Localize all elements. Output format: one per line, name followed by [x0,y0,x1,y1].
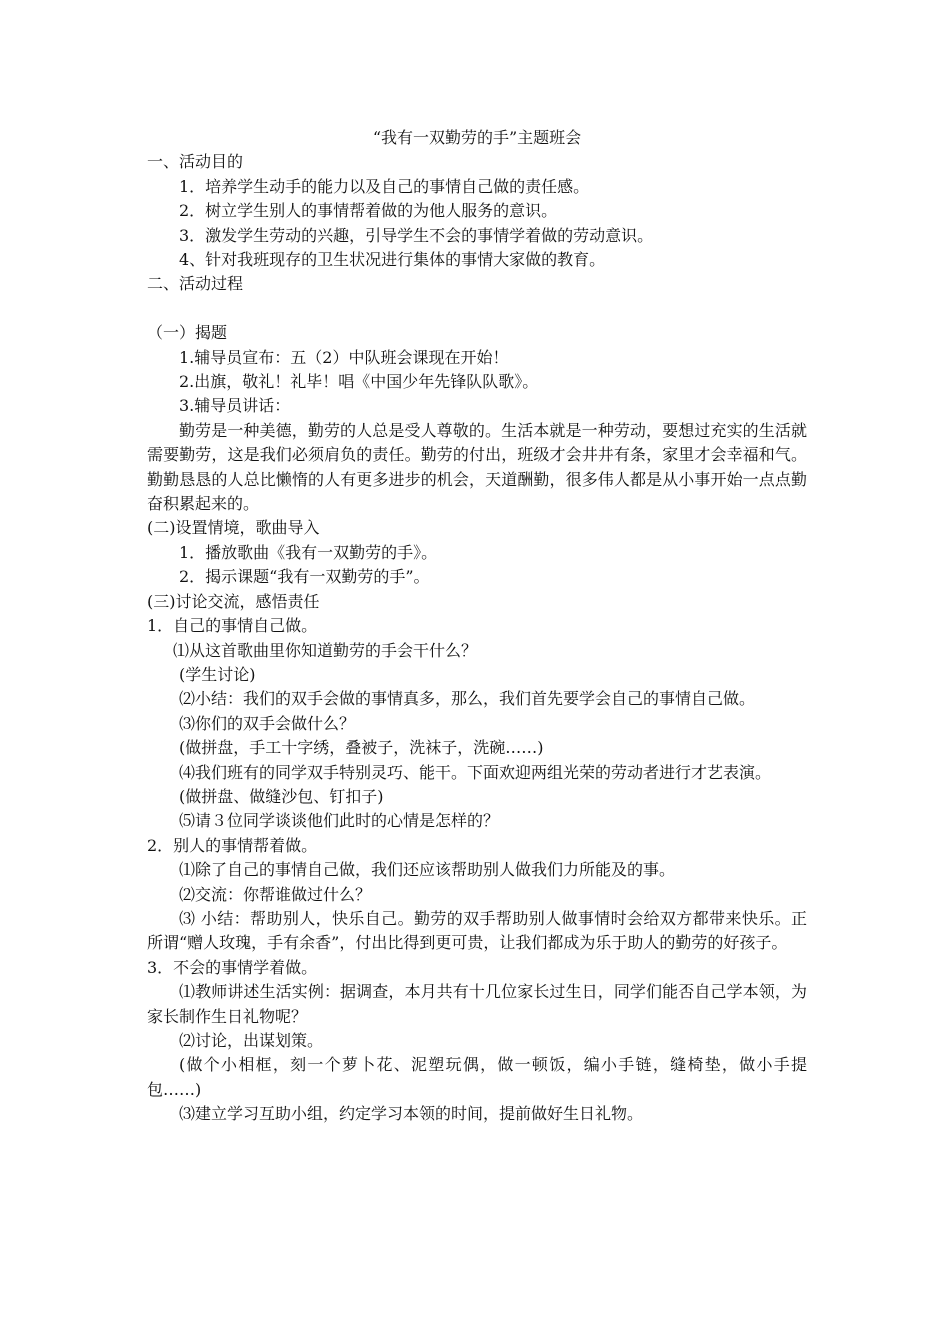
part2-heading: (二)设置情境，歌曲导入 [147,518,320,538]
document-body [147,126,807,1127]
blank-line [147,297,807,321]
sub2-heading: 2．别人的事情帮着做。 [147,835,318,855]
sub1-q5: ⑸请３位同学谈谈他们此时的心情是怎样的？ [179,811,500,831]
sub2-q3: ⑶ 小结：帮助别人，快乐自己。勤劳的双手帮助别人做事情时会给双方都带来快乐。正所谓“赠人玫瑰，手有余香”，付出比得到更可贵，让我们都成为乐于助人的勤劳的好孩子。 [147,908,807,953]
part1-item-1: 1.辅导员宣布：五（2）中队班会课现在开始！ [179,347,509,367]
part1-item-2: 2.出旗，敬礼！礼毕！唱《中国少年先锋队队歌》。 [179,372,539,392]
sub3-heading: 3．不会的事情学着做。 [147,957,318,977]
purpose-item-2: 2．树立学生别人的事情帮着做的为他人服务的意识。 [179,201,558,221]
section-heading-process: 二、活动过程 [147,274,244,294]
sub1-q4: ⑷我们班有的同学双手特别灵巧、能干。下面欢迎两组光荣的劳动者进行才艺表演。 [179,762,772,782]
purpose-item-4: 4、针对我班现存的卫生状况进行集体的事情大家做的教育。 [179,250,606,270]
sub3-q2: ⑵讨论，出谋划策。 [179,1031,324,1051]
section-heading-purpose: 一、活动目的 [147,152,244,172]
sub1-heading: 1．自己的事情自己做。 [147,616,318,636]
sub1-q4-note: (做拼盘、做缝沙包、钉扣子) [179,786,384,806]
sub2-q2: ⑵交流：你帮谁做过什么？ [179,884,372,904]
sub1-q3: ⑶你们的双手会做什么？ [179,713,356,733]
sub1-q2: ⑵小结：我们的双手会做的事情真多，那么，我们首先要学会自己的事情自己做。 [179,689,756,709]
part2-item-1: 1．播放歌曲《我有一双勤劳的手》。 [179,542,438,562]
sub3-q3: ⑶建立学习互助小组，约定学习本领的时间，提前做好生日礼物。 [179,1104,644,1124]
part1-heading: （一）揭题 [147,323,228,343]
sub1-q3-note: (做拼盘，手工十字绣，叠被子，洗袜子，洗碗……) [179,738,544,758]
sub1-q1: ⑴从这首歌曲里你知道勤劳的手会干什么？ [173,640,478,660]
sub1-q1-note: (学生讨论) [179,664,256,684]
purpose-item-1: 1．培养学生动手的能力以及自己的事情自己做的责任感。 [179,176,590,196]
part1-speech: 勤劳是一种美德，勤劳的人总是受人尊敬的。生活本就是一种劳动，要想过充实的生活就需要勤劳，这是我们必须肩负的责任。勤劳的付出，班级才会井井有条，家里才会幸福和气。勤勤恳恳的人总比懒惰的人有更多进步的机会，天道酬勤，很多伟人都是从小事开始一点点勤奋积累起来的。 [147,420,807,514]
purpose-item-3: 3．激发学生劳动的兴趣，引导学生不会的事情学着做的劳动意识。 [179,225,654,245]
sub3-q2-note: (做个小相框，刻一个萝卜花、泥塑玩偶，做一顿饭，编小手链，缝椅垫，做小手提包……) [147,1055,807,1099]
part2-item-2: 2．揭示课题“我有一双勤劳的手”。 [179,567,430,587]
sub2-q1: ⑴除了自己的事情自己做，我们还应该帮助别人做我们力所能及的事。 [179,860,676,880]
part1-item-3: 3.辅导员讲话： [179,396,291,416]
part3-heading: (三)讨论交流，感悟责任 [147,591,320,611]
document-title: “我有一双勤劳的手”主题班会 [372,128,582,147]
sub3-q1: ⑴教师讲述生活实例：据调查，本月共有十几位家长过生日，同学们能否自己学本领，为家长制作生日礼物呢？ [147,982,807,1026]
